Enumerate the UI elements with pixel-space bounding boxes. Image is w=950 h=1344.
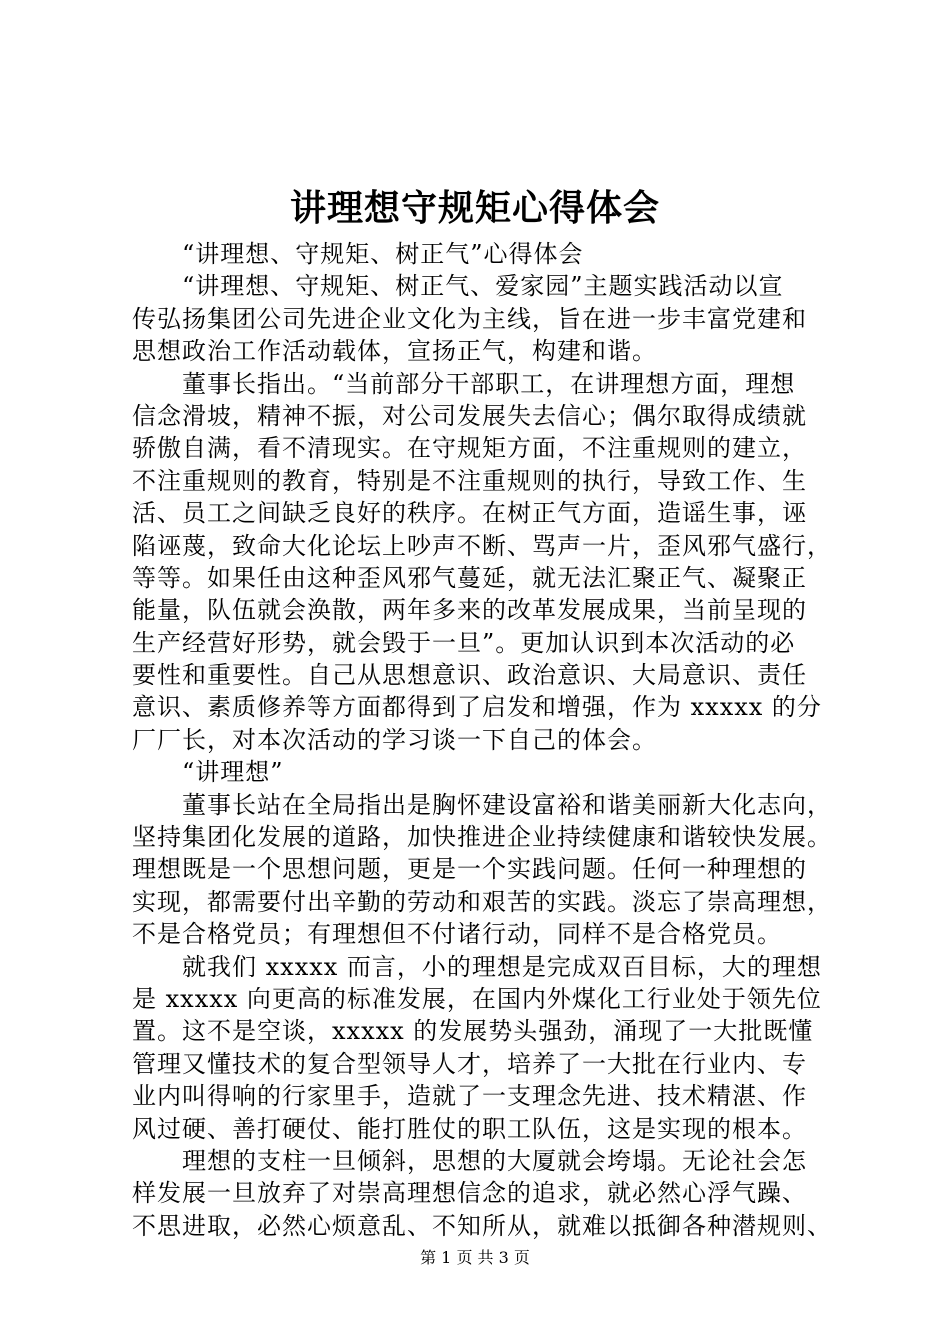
text-line: 样发展一旦放弃了对崇高理想信念的追求，就必然心浮气躁、 xyxy=(132,1179,807,1208)
text-line: 是 xxxxx 向更高的标准发展，在国内外煤化工行业处于领先位 xyxy=(132,984,822,1013)
text-line: 意识、素质修养等方面都得到了启发和增强，作为 xxxxx 的分 xyxy=(132,693,822,722)
text-line: 骄傲自满，看不清现实。在守规矩方面，不注重规则的建立， xyxy=(132,434,807,463)
text-line: 生产经营好形势，就会毁于一旦”。更加认识到本次活动的必 xyxy=(132,628,796,657)
text-line: 思想政治工作活动载体，宣扬正气，构建和谐。 xyxy=(132,337,657,366)
text-line: 信念滑坡，精神不振，对公司发展失去信心；偶尔取得成绩就 xyxy=(132,401,807,430)
text-line: “讲理想、守规矩、树正气、爱家园”主题实践活动以宣 xyxy=(182,272,784,301)
text-line: 管理又懂技术的复合型领导人才，培养了一大批在行业内、专 xyxy=(132,1049,807,1078)
text-line: 等等。如果任由这种歪风邪气蔓延，就无法汇聚正气、凝聚正 xyxy=(132,563,807,592)
text-line: 陷诬蔑，致命大化论坛上吵声不断、骂声一片，歪风邪气盛行， xyxy=(132,531,832,560)
text-line: 要性和重要性。自己从思想意识、政治意识、大局意识、责任 xyxy=(132,661,807,690)
text-line: “讲理想、守规矩、树正气”心得体会 xyxy=(182,240,584,268)
text-line: 理想既是一个思想问题，更是一个实践问题。任何一种理想的 xyxy=(132,855,807,884)
text-line: 厂厂长，对本次活动的学习谈一下自己的体会。 xyxy=(132,725,657,754)
text-line: 置。这不是空谈，xxxxx 的发展势头强劲，涌现了一大批既懂 xyxy=(132,1017,814,1046)
text-line: 董事长指出。“当前部分干部职工，在讲理想方面，理想 xyxy=(182,369,796,398)
text-line: 董事长站在全局指出是胸怀建设富裕和谐美丽新大化志向， xyxy=(182,790,832,819)
text-line: 就我们 xxxxx 而言，小的理想是完成双百目标，大的理想 xyxy=(182,952,822,981)
text-line: 能量，队伍就会涣散，两年多来的改革发展成果，当前呈现的 xyxy=(132,596,807,625)
text-line: 理想的支柱一旦倾斜，思想的大厦就会垮塌。无论社会怎 xyxy=(182,1146,807,1175)
text-line: 业内叫得响的行家里手，造就了一支理念先进、技术精湛、作 xyxy=(132,1082,807,1111)
page-footer: 第 1 页 共 3 页 xyxy=(420,1248,530,1267)
text-line: 活、员工之间缺乏良好的秩序。在树正气方面，造谣生事，诬 xyxy=(132,499,807,528)
document-title: 讲理想守规矩心得体会 xyxy=(289,187,660,229)
text-line: 不思进取，必然心烦意乱、不知所从，就难以抵御各种潜规则、 xyxy=(132,1211,832,1240)
text-line: 不注重规则的教育，特别是不注重规则的执行，导致工作、生 xyxy=(132,466,807,495)
document-body xyxy=(132,238,832,1242)
text-line: 风过硬、善打硬仗、能打胜仗的职工队伍，这是实现的根本。 xyxy=(132,1114,807,1143)
text-line: 不是合格党员；有理想但不付诸行动，同样不是合格党员。 xyxy=(132,920,782,949)
text-line: 实现，都需要付出辛勤的劳动和艰苦的实践。淡忘了崇高理想， xyxy=(132,887,832,916)
text-line: “讲理想” xyxy=(182,758,284,787)
text-line: 传弘扬集团公司先进企业文化为主线，旨在进一步丰富党建和 xyxy=(132,304,807,333)
text-line: 坚持集团化发展的道路，加快推进企业持续健康和谐较快发展。 xyxy=(132,823,832,852)
